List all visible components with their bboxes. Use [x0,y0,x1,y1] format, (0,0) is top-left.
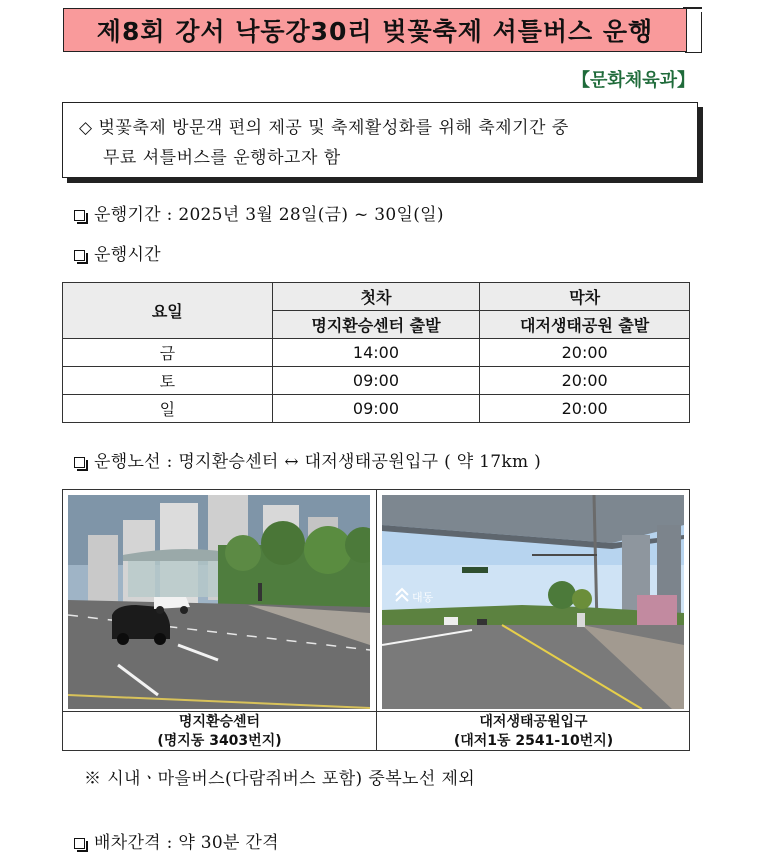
note-text: ※ 시내ㆍ마을버스(다람쥐버스 포함) 중복노선 제외 [84,769,476,789]
last-header: 막차 [480,283,690,311]
daejeo-name: 대저생태공원입구 [479,714,588,730]
last-time-cell: 20:00 [480,339,690,367]
last-time-cell: 20:00 [480,367,690,395]
department-label: 【문화체육과】 [572,70,695,91]
photo-cell-daejeo [377,490,690,750]
intro-box [62,102,698,178]
intro-line-1: ◇ 벚꽃축제 방문객 편의 제공 및 축제활성화를 위해 축제기간 중 [79,118,569,138]
checkbox-square-icon [74,457,85,468]
first-subheader: 명지환승센터 출발 [272,311,480,339]
table-row [63,367,690,395]
myeongji-address: (명지동 3403번지) [157,733,282,749]
period-bullet [74,200,444,225]
day-cell: 금 [63,339,273,367]
schedule-table [62,282,690,423]
intro-line-2: 무료 셔틀버스를 운행하고자 함 [103,148,341,168]
interval-bullet [74,828,279,853]
photo-table [62,489,690,751]
checkbox-square-icon [74,210,85,221]
checkbox-square-icon [74,838,85,849]
page-title: 제8회 강서 낙동강30리 벚꽃축제 셔틀버스 운행 [63,8,687,52]
daejeo-caption [377,711,690,753]
hours-label: 운행시간 [94,245,161,265]
first-time-cell: 09:00 [272,395,480,423]
interval-text: 배차간격 : 약 30분 간격 [94,833,279,853]
myeongji-caption [63,711,376,753]
first-time-cell: 14:00 [272,339,480,367]
last-subheader: 대저생태공원 출발 [480,311,690,339]
day-cell: 일 [63,395,273,423]
day-header: 요일 [63,283,273,339]
daejeo-address: (대저1동 2541-10번지) [453,733,614,749]
myeongji-name: 명지환승센터 [178,714,261,730]
hours-bullet [74,240,161,265]
first-header: 첫차 [272,283,480,311]
title-banner [63,8,703,54]
last-time-cell: 20:00 [480,395,690,423]
photo-cell-myeongji [63,490,377,750]
daejeo-eco-park-entrance-photo [382,495,684,709]
table-row [63,395,690,423]
street-view-direction-label: 대동 [412,591,434,604]
first-time-cell: 09:00 [272,367,480,395]
title-fold-decoration [685,12,702,53]
table-row [63,339,690,367]
route-text: 운행노선 : 명지환승센터 ↔ 대저생태공원입구 ( 약 17km ) [94,452,542,472]
table-header-row [63,283,690,311]
myeongji-transfer-center-photo [68,495,370,709]
checkbox-square-icon [74,250,85,261]
period-text: 운행기간 : 2025년 3월 28일(금) ~ 30일(일) [94,205,444,225]
route-bullet [74,447,541,472]
day-cell: 토 [63,367,273,395]
